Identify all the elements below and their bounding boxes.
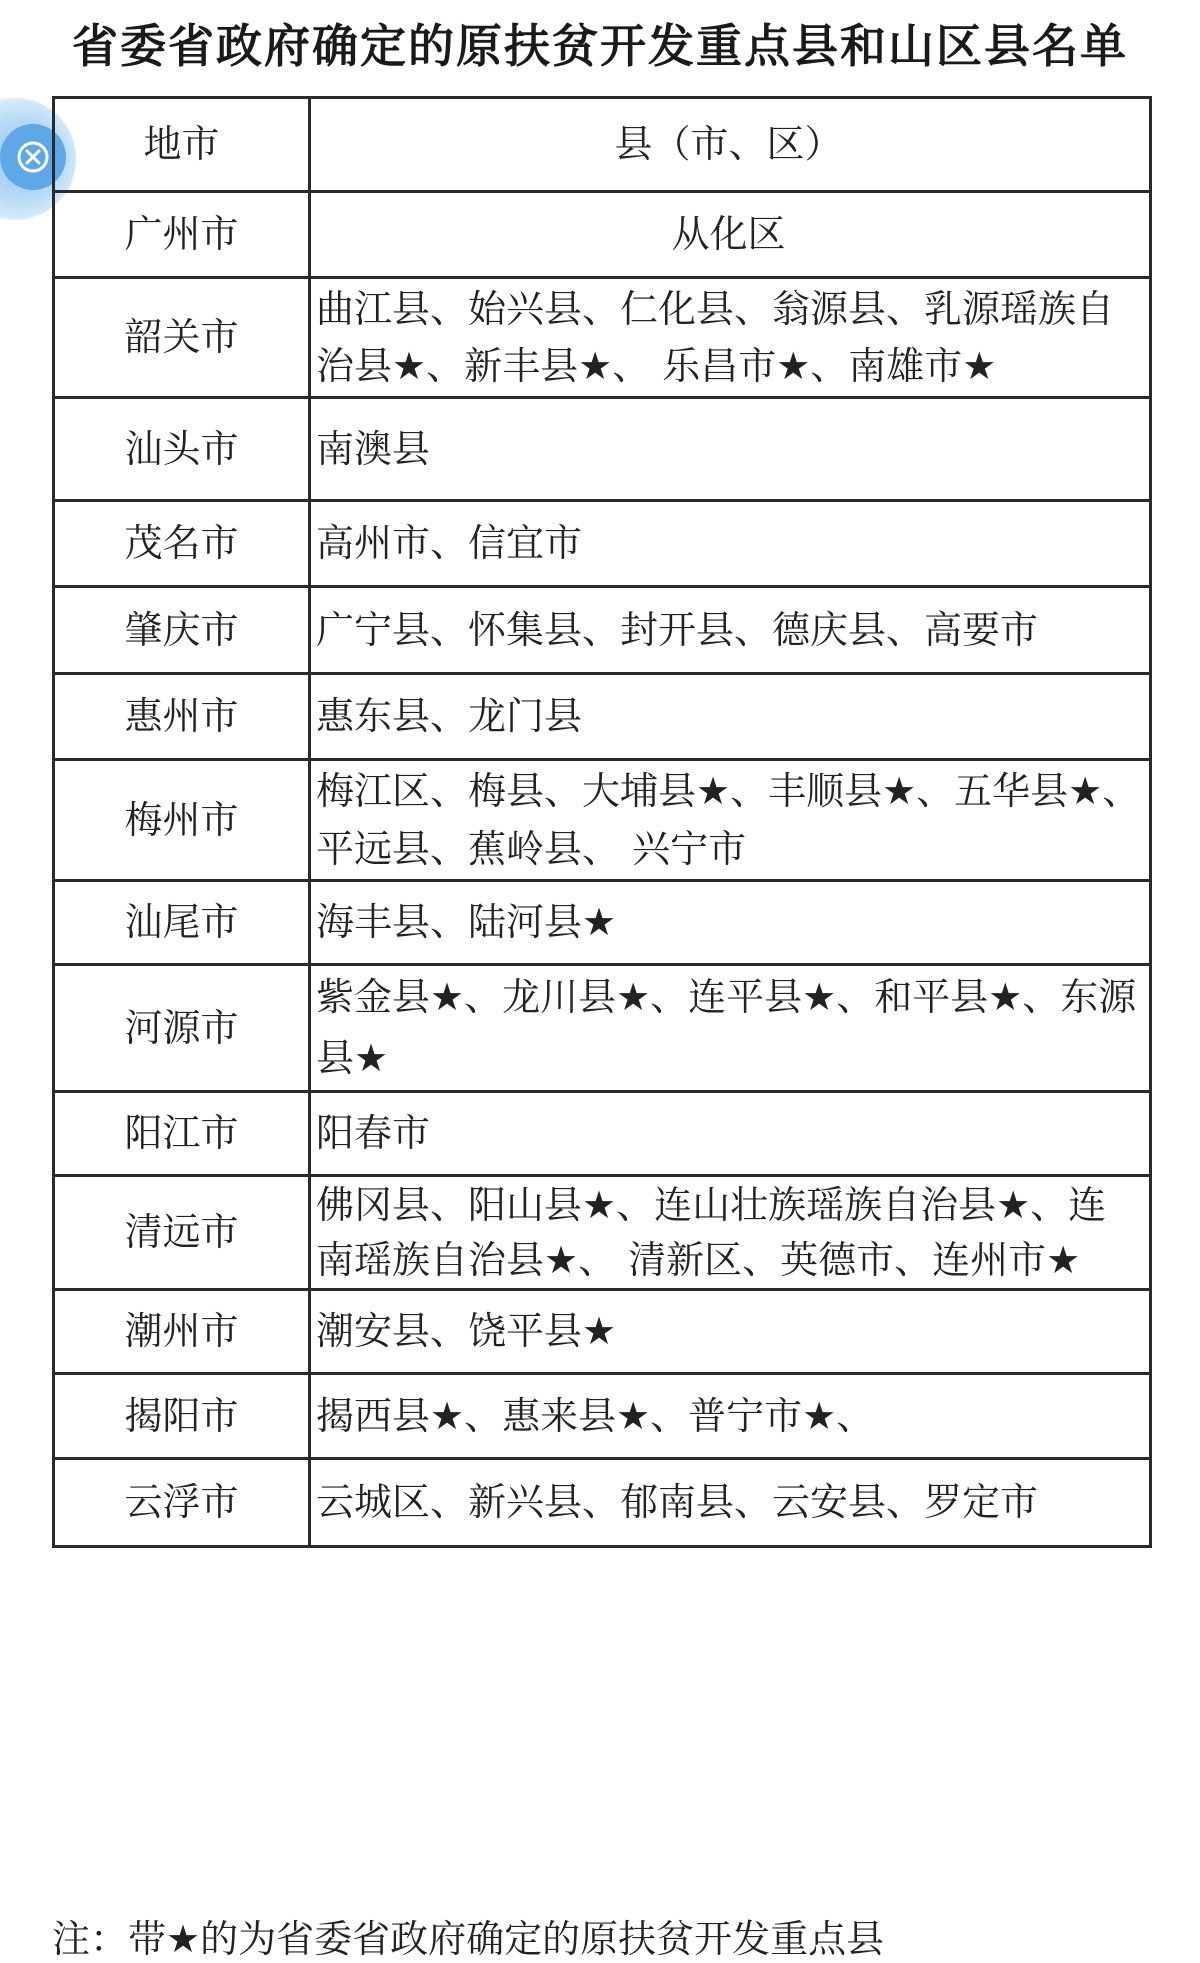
counties-cell: 南澳县 bbox=[310, 398, 1151, 501]
counties-cell: 云城区、新兴县、郁南县、云安县、罗定市 bbox=[310, 1459, 1151, 1547]
city-cell: 梅州市 bbox=[54, 760, 310, 881]
city-cell: 肇庆市 bbox=[54, 587, 310, 674]
counties-cell: 惠东县、龙门县 bbox=[310, 674, 1151, 760]
city-cell: 云浮市 bbox=[54, 1459, 310, 1547]
counties-cell: 广宁县、怀集县、封开县、德庆县、高要市 bbox=[310, 587, 1151, 674]
counties-cell: 揭西县★、惠来县★、普宁市★、 bbox=[310, 1374, 1151, 1459]
counties-cell: 佛冈县、阳山县★、连山壮族瑶族自治县★、连南瑶族自治县★、 清新区、英德市、连州市★ bbox=[310, 1176, 1151, 1290]
city-cell: 清远市 bbox=[54, 1176, 310, 1290]
counties-cell: 高州市、信宜市 bbox=[310, 501, 1151, 587]
table-row bbox=[54, 501, 1151, 587]
city-cell: 阳江市 bbox=[54, 1092, 310, 1176]
table-row bbox=[54, 760, 1151, 881]
table-row bbox=[54, 1092, 1151, 1176]
counties-cell: 阳春市 bbox=[310, 1092, 1151, 1176]
city-cell: 揭阳市 bbox=[54, 1374, 310, 1459]
table-row bbox=[54, 278, 1151, 398]
header-city: 地市 bbox=[54, 98, 310, 192]
counties-cell: 紫金县★、龙川县★、连平县★、和平县★、东源县★ bbox=[310, 965, 1151, 1092]
table-row bbox=[54, 674, 1151, 760]
city-cell: 广州市 bbox=[54, 192, 310, 278]
city-cell: 河源市 bbox=[54, 965, 310, 1092]
table-row bbox=[54, 965, 1151, 1092]
table-row bbox=[54, 1176, 1151, 1290]
counties-cell: 梅江区、梅县、大埔县★、丰顺县★、五华县★、平远县、蕉岭县、 兴宁市 bbox=[310, 760, 1151, 881]
table-header-row bbox=[54, 98, 1151, 192]
table-row bbox=[54, 398, 1151, 501]
counties-cell: 海丰县、陆河县★ bbox=[310, 881, 1151, 965]
city-cell: 惠州市 bbox=[54, 674, 310, 760]
city-cell: 潮州市 bbox=[54, 1290, 310, 1374]
city-cell: 汕头市 bbox=[54, 398, 310, 501]
table-row bbox=[54, 192, 1151, 278]
footnote: 注：带★的为省委省政府确定的原扶贫开发重点县 bbox=[52, 1917, 885, 1961]
table-row bbox=[54, 881, 1151, 965]
county-table bbox=[52, 96, 1152, 1548]
document-title: 省委省政府确定的原扶贫开发重点县和山区县名单 bbox=[72, 19, 1128, 73]
table-row bbox=[54, 587, 1151, 674]
table-row bbox=[54, 1374, 1151, 1459]
city-cell: 汕尾市 bbox=[54, 881, 310, 965]
table-row bbox=[54, 1459, 1151, 1547]
counties-cell: 从化区 bbox=[310, 192, 1151, 278]
header-counties: 县（市、区） bbox=[310, 98, 1151, 192]
counties-cell: 潮安县、饶平县★ bbox=[310, 1290, 1151, 1374]
counties-cell: 曲江县、始兴县、仁化县、翁源县、乳源瑶族自治县★、新丰县★、 乐昌市★、南雄市★ bbox=[310, 278, 1151, 398]
table-row bbox=[54, 1290, 1151, 1374]
city-cell: 韶关市 bbox=[54, 278, 310, 398]
city-cell: 茂名市 bbox=[54, 501, 310, 587]
